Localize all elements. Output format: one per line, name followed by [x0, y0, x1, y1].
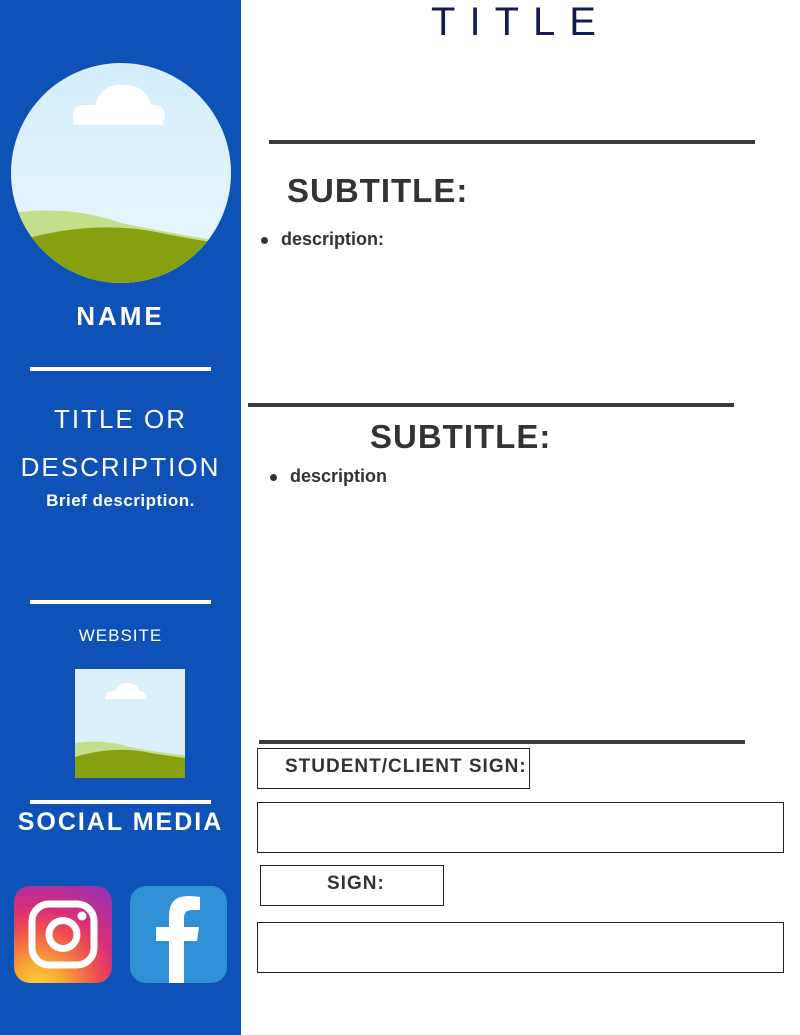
website-label[interactable]: WEBSITE — [78, 626, 163, 645]
instagram-icon[interactable] — [14, 886, 112, 983]
bullet-icon — [261, 237, 268, 244]
website-image-placeholder — [75, 669, 185, 778]
role-title — [0, 395, 241, 491]
role-line-1: TITLE OR — [53, 404, 187, 434]
bullet-icon — [270, 474, 277, 481]
profile-photo-placeholder — [11, 63, 231, 283]
brief-description: Brief description. — [46, 491, 195, 510]
section-2-description: description — [290, 466, 388, 486]
sidebar-divider — [30, 600, 211, 604]
section-1-description: description: — [281, 229, 385, 249]
student-client-signature-field[interactable] — [257, 802, 784, 853]
page-title: TITLE — [431, 0, 610, 44]
facebook-icon[interactable] — [130, 886, 227, 983]
social-media-heading: SOCIAL MEDIA — [17, 808, 224, 836]
section-2-subtitle: SUBTITLE: — [370, 418, 552, 455]
section-divider — [259, 740, 745, 744]
section-1-subtitle: SUBTITLE: — [287, 172, 469, 209]
student-client-sign-label: STUDENT/CLIENT SIGN: — [285, 756, 527, 777]
sidebar-divider — [30, 367, 211, 371]
section-divider — [269, 140, 755, 144]
section-divider — [248, 403, 734, 407]
role-line-2: DESCRIPTION — [20, 452, 221, 482]
profile-name: NAME — [76, 301, 165, 331]
sign-label: SIGN: — [327, 873, 385, 894]
sidebar-divider — [30, 800, 211, 804]
signature-field[interactable] — [257, 922, 784, 973]
